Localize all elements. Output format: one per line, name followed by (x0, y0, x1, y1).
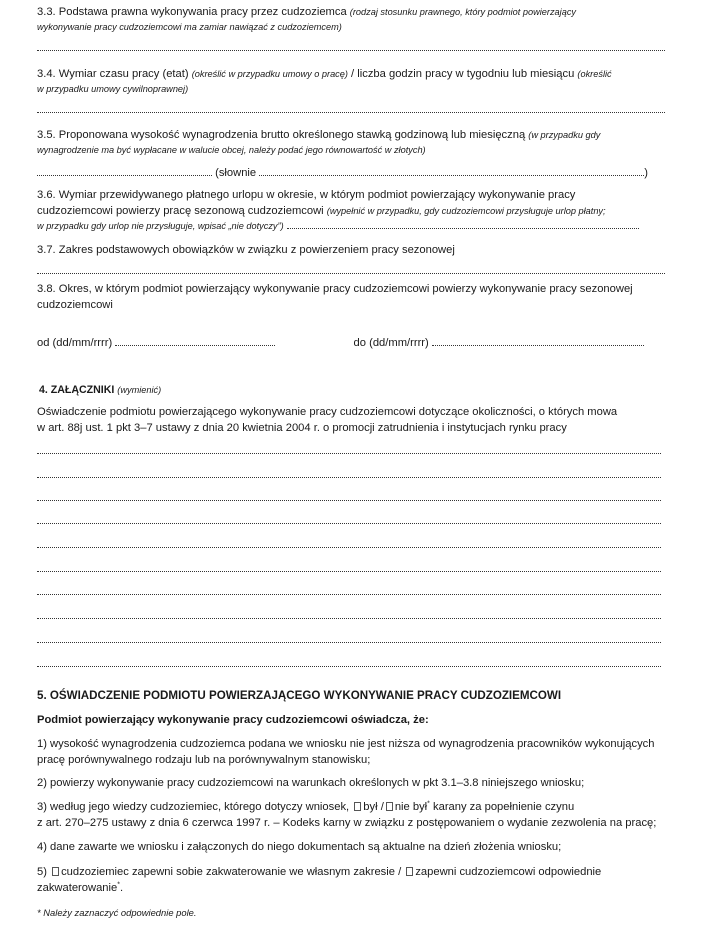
section-3-3-title (37, 4, 665, 20)
attachment-line[interactable] (37, 641, 661, 643)
section-3-6-line2 (37, 203, 665, 219)
asterisk: * (117, 881, 120, 889)
label: cudzoziemcowi powierzy pracę sezonową cudzoziemcowi (37, 205, 327, 217)
label: / liczba godzin pracy w tygodniu lub miesiącu (347, 68, 578, 80)
checkbox-not-convicted[interactable] (386, 802, 393, 811)
input-date-from[interactable] (115, 336, 275, 346)
asterisk: * (427, 800, 430, 808)
attachment-line[interactable] (37, 546, 661, 548)
input-salary-words[interactable] (259, 166, 644, 176)
attachment-line[interactable] (37, 522, 661, 524)
statement-1: 1) wysokość wynagrodzenia cudzoziemca podana we wniosku nie jest niższa od wynagrodzenia pracowników wykonujących (37, 738, 655, 750)
checkbox-was-convicted[interactable] (354, 802, 361, 811)
label: 5) (37, 866, 47, 878)
input-paid-leave[interactable] (287, 219, 639, 229)
section-3-4-title (37, 66, 665, 82)
hint: w przypadku gdy urlop nie przysługuje, wpisać „nie dotyczy”) (37, 221, 284, 231)
statement-2: 2) powierzy wykonywanie pracy cudzoziemcowi na warunkach określonych w pkt 3.1–3.8 niniejszego wniosku; (37, 777, 585, 789)
hint: (wypełnić w przypadku, gdy cudzoziemcowi przysługuje urlop płatny; (326, 206, 606, 216)
input-salary-amount[interactable] (37, 166, 212, 176)
input-working-time[interactable] (37, 111, 665, 113)
statement-1-cont: pracę porównywalnego rodzaju lub na porównywalnym stanowisku; (37, 754, 371, 766)
label: cudzoziemiec zapewni sobie zakwaterowanie we własnym zakresie / (61, 866, 402, 878)
attachment-line[interactable] (37, 476, 661, 478)
section-3-6-line3 (37, 218, 665, 234)
statement-3-cont: z art. 270–275 ustawy z dnia 6 czerwca 1997 r. – Kodeks karny w związku z postępowaniem o wydanie zezwolenia na pracę; (37, 817, 657, 829)
hint: (określić w przypadku umowy o pracę) (191, 69, 348, 79)
input-duties[interactable] (37, 272, 665, 274)
input-date-to[interactable] (432, 336, 644, 346)
hint: (rodzaj stosunku prawnego, który podmiot powierzający (349, 7, 577, 17)
footnote: * Należy zaznaczyć odpowiednie pole. (37, 907, 197, 918)
hint-continued: wynagrodzenie ma być wypłacane w walucie obcej, należy podać jego równowartość w złotych) (37, 145, 426, 155)
section-5-subheading: Podmiot powierzający wykonywanie pracy cudzoziemcowi oświadcza, że: (37, 714, 429, 726)
label: karany za popełnienie czynu (429, 801, 575, 813)
statement-4: 4) dane zawarte we wniosku i załączonych do niego dokumentach są aktualne na dzień złożenia wniosku; (37, 841, 562, 853)
section-3-6-title: 3.6. Wymiar przewidywanego płatnego urlopu w okresie, w którym podmiot powierzający wykonywanie pracy (37, 189, 576, 201)
in-words-label: (słownie (215, 167, 257, 179)
attachment-text-2: w art. 88j ust. 1 pkt 3–7 ustawy z dnia 20 kwietnia 2004 r. o promocji zatrudnienia i instytucjach rynku pracy (37, 422, 567, 434)
hint: (określić (577, 69, 612, 79)
hint: (wymienić) (117, 385, 162, 395)
period-row (37, 335, 665, 351)
label: 3) według jego wiedzy cudzoziemiec, którego dotyczy wniosek, (37, 801, 350, 813)
section-3-5-title (37, 127, 665, 143)
hint-continued: wykonywanie pracy cudzoziemcowi ma zamiar nawiązać z cudzoziemcem) (37, 22, 342, 32)
input-legal-basis[interactable] (37, 49, 665, 51)
checkbox-self-accommodation[interactable] (52, 867, 59, 876)
statement-3 (37, 799, 665, 815)
section-3-8-line2: cudzoziemcowi (37, 299, 113, 311)
attachment-line[interactable] (37, 570, 661, 572)
attachment-line[interactable] (37, 452, 661, 454)
label: nie był (394, 801, 428, 813)
section-4-heading (39, 382, 665, 398)
section-3-8-title: 3.8. Okres, w którym podmiot powierzający wykonywanie pracy cudzoziemcowi powierzy wykonywanie pracy sezonowej (37, 283, 633, 295)
label: był / (363, 801, 384, 813)
label: 3.3. Podstawa prawna wykonywania pracy przez cudzoziemca (37, 6, 350, 18)
attachment-line[interactable] (37, 499, 661, 501)
label: zapewni cudzoziemcowi odpowiednie (415, 866, 602, 878)
salary-row (37, 165, 665, 181)
heading: 4. ZAŁĄCZNIKI (39, 384, 118, 396)
label: 3.5. Proponowana wysokość wynagrodzenia brutto określonego stawką godzinową lub miesięczną (37, 129, 529, 141)
from-label: od (dd/mm/rrrr) (37, 337, 113, 349)
section-3-7-title: 3.7. Zakres podstawowych obowiązków w związku z powierzeniem pracy sezonowej (37, 244, 455, 256)
statement-5 (37, 864, 665, 880)
attachment-line[interactable] (37, 593, 661, 595)
to-label: do (dd/mm/rrrr) (353, 337, 429, 349)
statement-5-cont: zakwaterowanie*. (37, 881, 124, 894)
label: 3.4. Wymiar czasu pracy (etat) (37, 68, 192, 80)
checkbox-provided-accommodation[interactable] (406, 867, 413, 876)
attachment-line[interactable] (37, 617, 661, 619)
attachment-text-1: Oświadczenie podmiotu powierzającego wykonywanie pracy cudzoziemcowi dotyczące okoliczności, o których mowa (37, 406, 618, 418)
attachment-line[interactable] (37, 665, 661, 667)
section-5-heading: 5. OŚWIADCZENIE PODMIOTU POWIERZAJĄCEGO WYKONYWANIE PRACY CUDZOZIEMCOWI (37, 689, 562, 702)
label: zakwaterowanie (37, 882, 118, 894)
hint: (w przypadku gdy (528, 130, 601, 140)
closing-paren: ) (644, 167, 648, 179)
hint-continued: w przypadku umowy cywilnoprawnej) (37, 84, 189, 94)
